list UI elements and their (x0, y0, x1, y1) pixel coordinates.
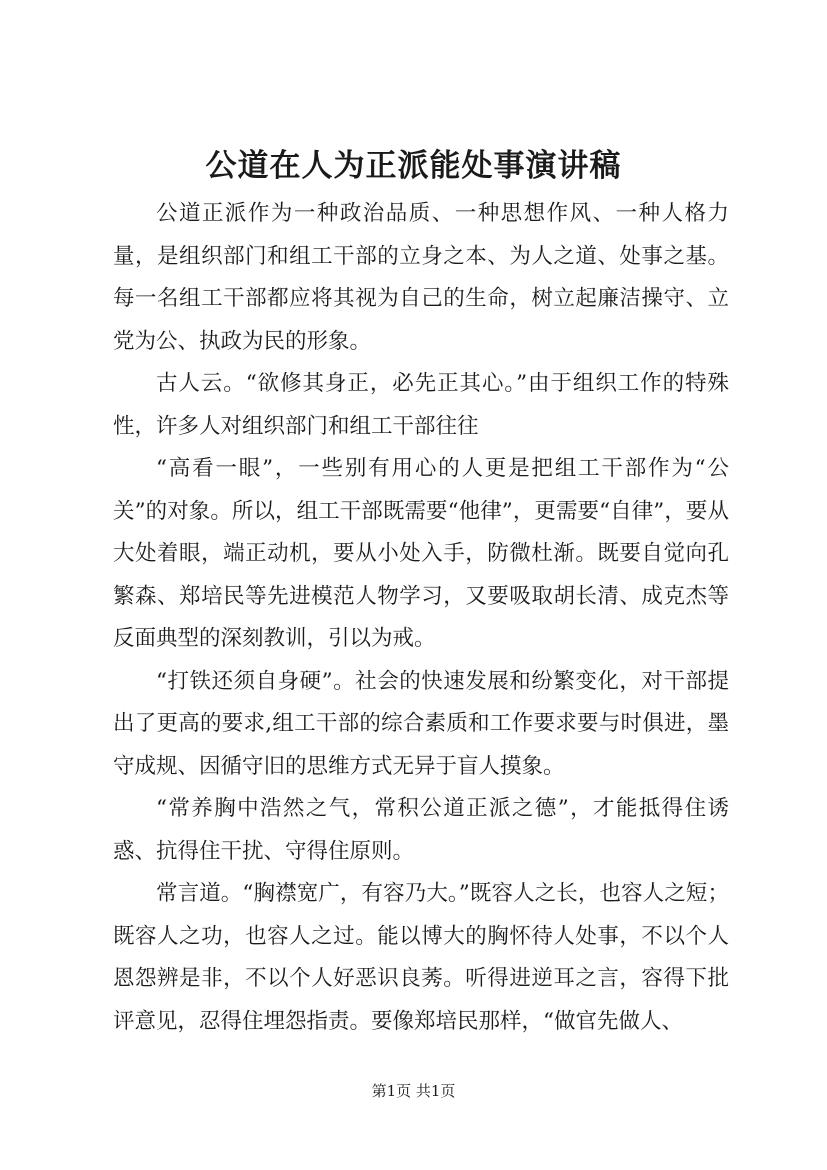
paragraph-2: 古人云。“欲修其身正，必先正其心。”由于组织工作的特殊性，许多人对组织部门和组工干部往往 (113, 371, 729, 439)
document-title: 公道在人为正派能处事演讲稿 (205, 148, 622, 184)
paragraph-1: 公道正派作为一种政治品质、一种思想作风、一种人格力量，是组织部门和组工干部的立身之本、为人之道、处事之基。每一名组工干部都应将其视为自己的生命，树立起廉洁操守、立党为公、执政为民的形象。 (113, 201, 729, 354)
paragraph-3: “高看一眼”，一些别有用心的人更是把组工干部作为“公关”的对象。所以，组工干部既需要“他律”，更需要“自律”，要从大处着眼，端正动机，要从小处入手，防微杜渐。既要自觉向孔繁森、郑培民等先进模范人物学习，又要吸取胡长清、成克杰等反面典型的深刻教训，引以为戒。 (113, 456, 729, 651)
paragraph-5: “常养胸中浩然之气，常积公道正派之德”，才能抵得住诱惑、抗得住干扰、守得住原则。 (113, 796, 729, 864)
paragraph-4: “打铁还须自身硬”。社会的快速发展和纷繁变化，对干部提出了更高的要求,组工干部的综合素质和工作要求要与时俱进，墨守成规、因循守旧的思维方式无异于盲人摸象。 (113, 668, 729, 779)
page-footer: 第1页 共1页 (371, 1082, 456, 1100)
paragraph-6: 常言道。“胸襟宽广，有容乃大。”既容人之长，也容人之短；既容人之功，也容人之过。能以博大的胸怀待人处事，不以个人恩怨辨是非，不以个人好恶识良莠。听得进逆耳之言，容得下批评意见，忍得住埋怨指责。要像郑培民那样，“做官先做人、 (113, 881, 729, 1034)
document-body (113, 193, 729, 1043)
